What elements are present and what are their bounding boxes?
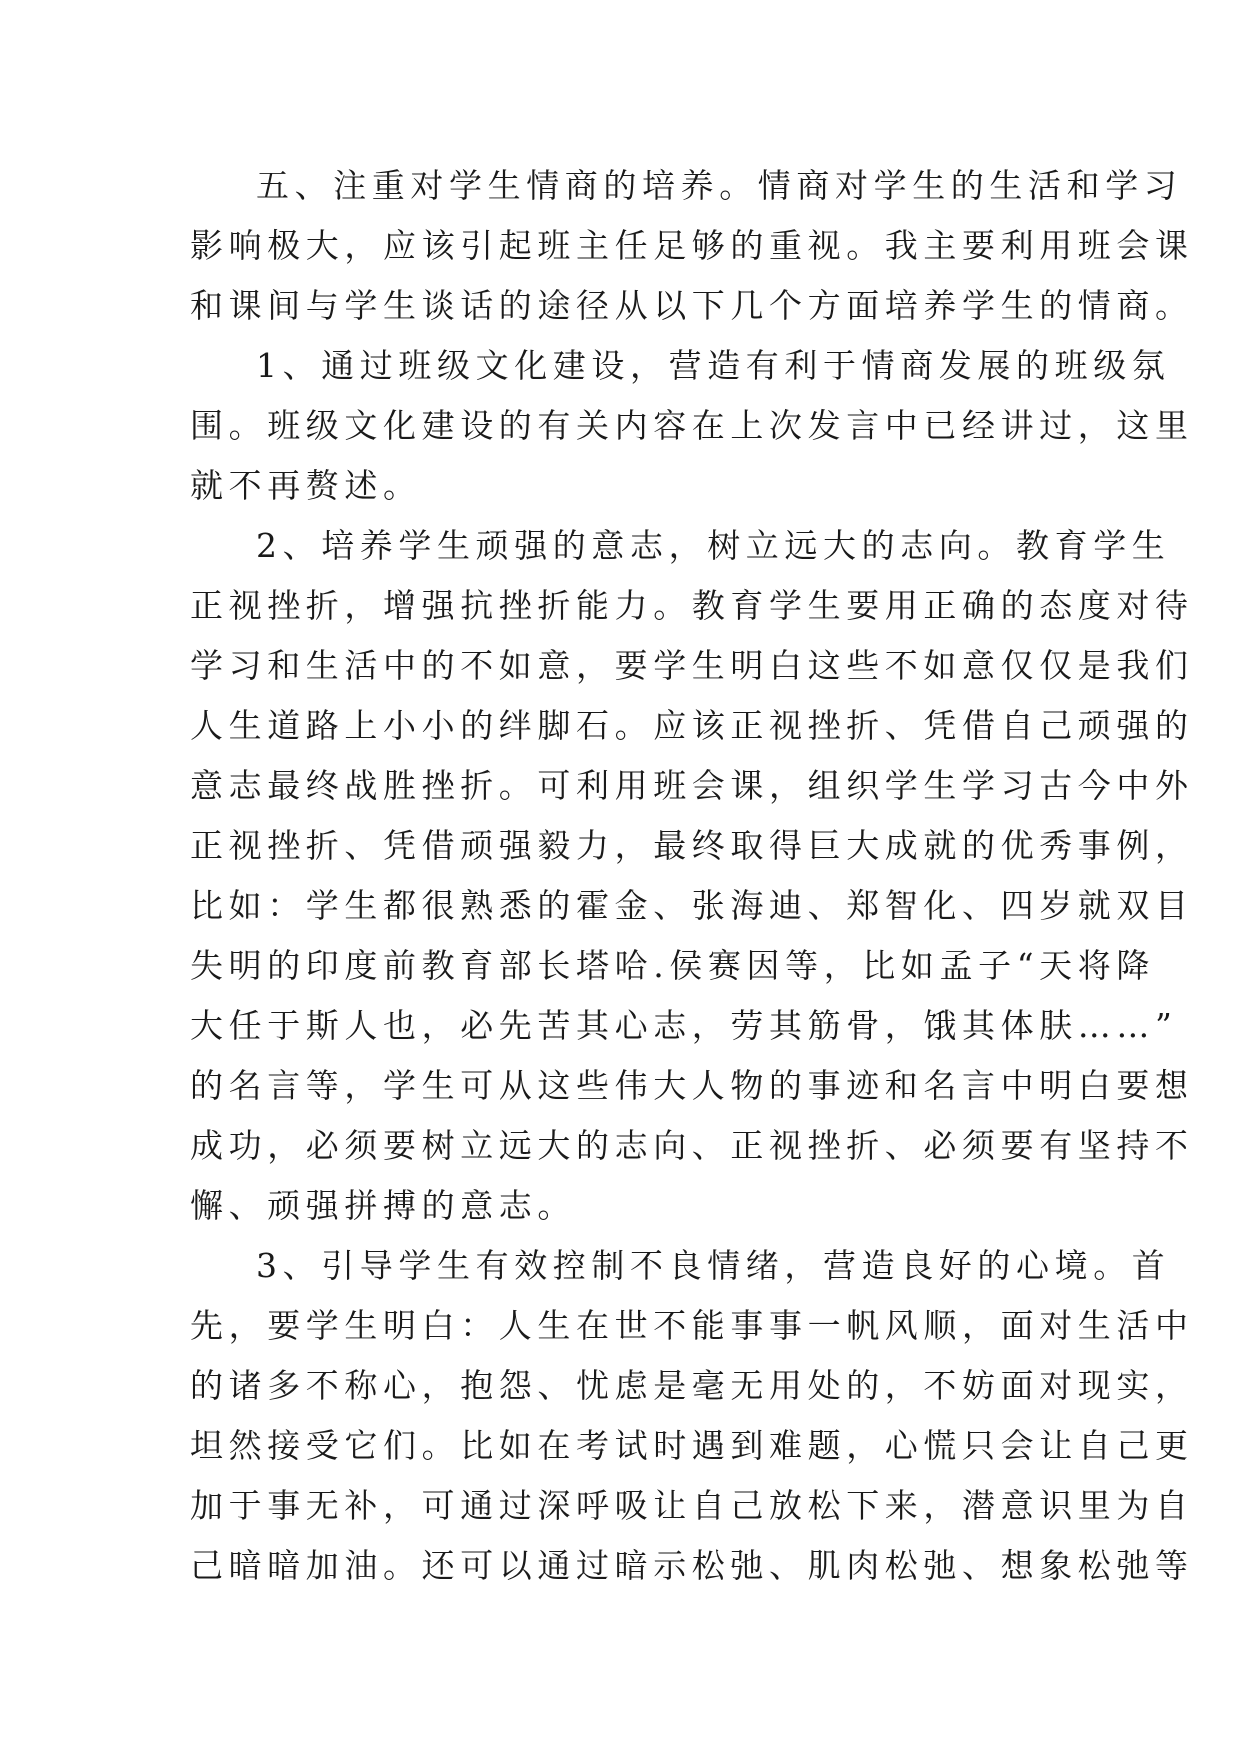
paragraph-line: 五、注重对学生情商的培养。情商对学生的生活和学习 [256, 166, 1183, 205]
paragraph-line: 1、通过班级文化建设，营造有利于情商发展的班级氛 [256, 346, 1171, 385]
paragraph-line: 比如：学生都很熟悉的霍金、张海迪、郑智化、四岁就双目 [190, 886, 1194, 925]
paragraph-line: 2、培养学生顽强的意志，树立远大的志向。教育学生 [256, 526, 1171, 565]
paragraph-line: 的诸多不称心，抱怨、忧虑是毫无用处的，不妨面对现实， [190, 1366, 1194, 1405]
paragraph-line: 正视挫折，增强抗挫折能力。教育学生要用正确的态度对待 [190, 586, 1194, 625]
paragraph-line: 学习和生活中的不如意，要学生明白这些不如意仅仅是我们 [190, 646, 1194, 685]
paragraph-line: 就不再赘述。 [190, 466, 422, 505]
paragraph-line: 失明的印度前教育部长塔哈.侯赛因等，比如孟子“天将降 [190, 946, 1155, 985]
paragraph-line: 正视挫折、凭借顽强毅力，最终取得巨大成就的优秀事例， [190, 826, 1194, 865]
paragraph-line: 意志最终战胜挫折。可利用班会课，组织学生学习古今中外 [190, 766, 1194, 805]
paragraph-line: 人生道路上小小的绊脚石。应该正视挫折、凭借自己顽强的 [190, 706, 1194, 745]
paragraph-line: 先，要学生明白：人生在世不能事事一帆风顺，面对生活中 [190, 1306, 1194, 1345]
paragraph-line: 加于事无补，可通过深呼吸让自己放松下来，潜意识里为自 [190, 1486, 1194, 1525]
paragraph-line: 坦然接受它们。比如在考试时遇到难题，心慌只会让自己更 [190, 1426, 1194, 1465]
paragraph-line: 围。班级文化建设的有关内容在上次发言中已经讲过，这里 [190, 406, 1194, 445]
paragraph-line: 影响极大，应该引起班主任足够的重视。我主要利用班会课 [190, 226, 1194, 265]
paragraph-line: 懈、顽强拼搏的意志。 [190, 1186, 576, 1225]
paragraph-line: 成功，必须要树立远大的志向、正视挫折、必须要有坚持不 [190, 1126, 1194, 1165]
paragraph-line: 和课间与学生谈话的途径从以下几个方面培养学生的情商。 [190, 286, 1194, 325]
document-body [190, 156, 1194, 1596]
paragraph-line: 3、引导学生有效控制不良情绪，营造良好的心境。首 [256, 1246, 1171, 1285]
paragraph-line: 大任于斯人也，必先苦其心志，劳其筋骨，饿其体肤……” [190, 1006, 1178, 1045]
paragraph-line: 的名言等，学生可从这些伟大人物的事迹和名言中明白要想 [190, 1066, 1194, 1105]
paragraph-line: 己暗暗加油。还可以通过暗示松弛、肌肉松弛、想象松弛等 [190, 1546, 1194, 1585]
